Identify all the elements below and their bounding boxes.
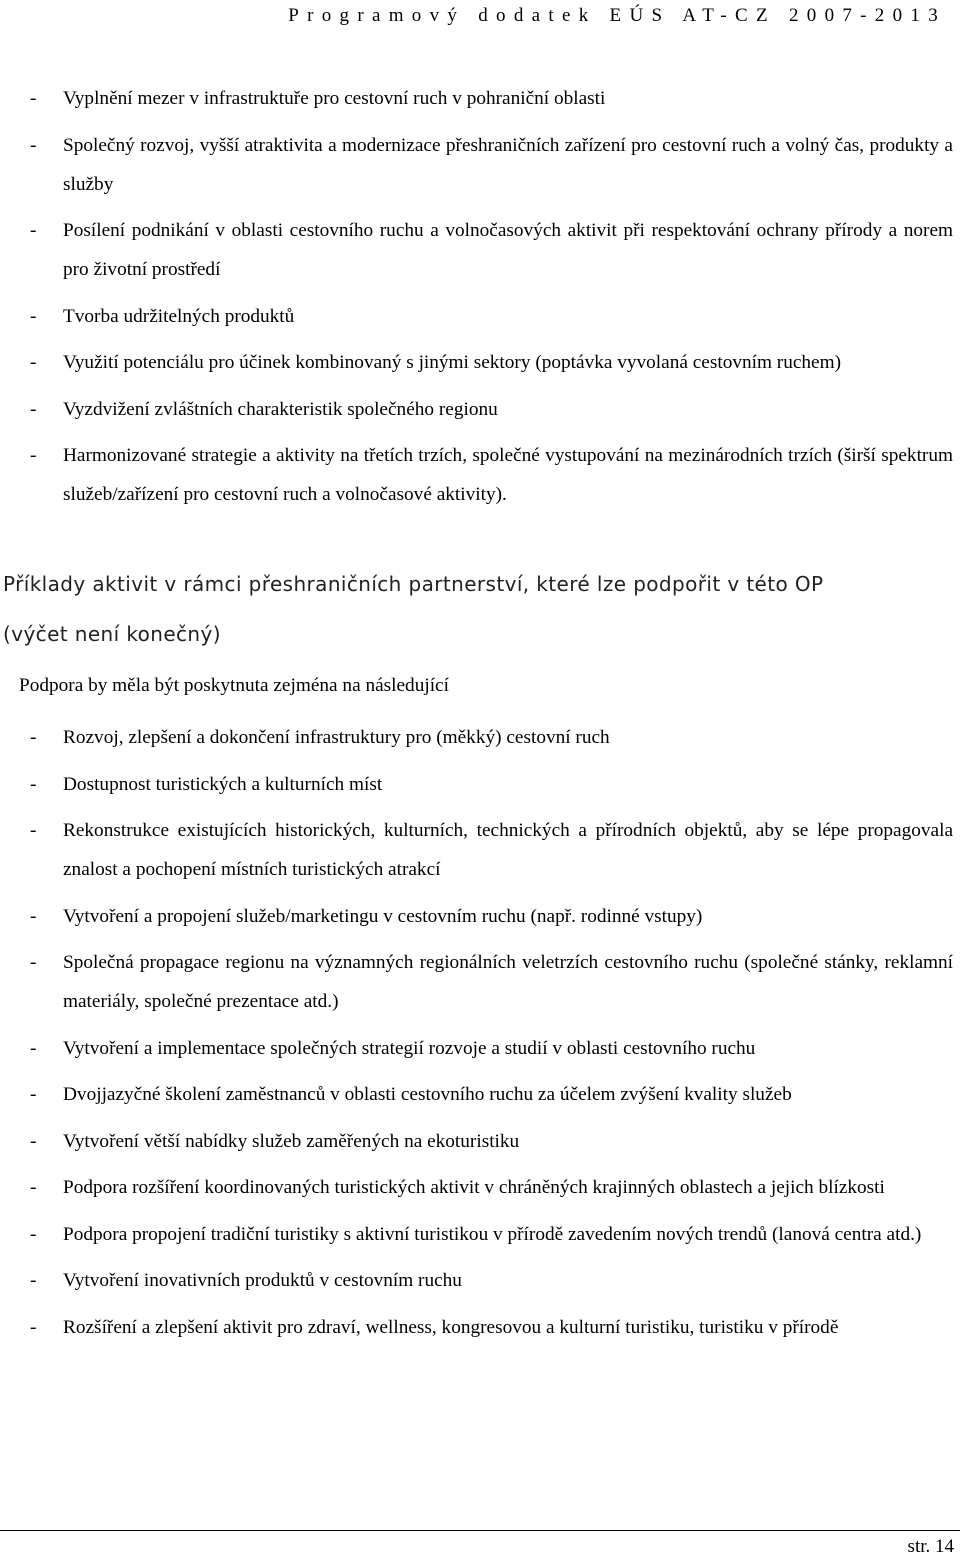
list-dash: - bbox=[30, 773, 37, 795]
activities-list bbox=[30, 718, 953, 1354]
list-item-text: Vytvoření inovativních produktů v cestovním ruchu bbox=[63, 1270, 462, 1291]
list-item bbox=[30, 1261, 953, 1300]
list-item bbox=[30, 897, 953, 936]
list-item-text: Harmonizované strategie a aktivity na třetích trzích, společné vystupování na mezinárodních trzích (širší spektrum služeb/zařízení pro cestovní ruch a volnočasové aktivity). bbox=[63, 445, 953, 505]
list-item-text: Posílení podnikání v oblasti cestovního ruchu a volnočasových aktivit při respektování ochrany přírody a norem pro životní prostředí bbox=[63, 220, 953, 280]
list-item-text: Vyzdvižení zvláštních charakteristik společného regionu bbox=[63, 398, 498, 420]
list-item bbox=[30, 943, 953, 1021]
list-item bbox=[30, 765, 953, 804]
list-item bbox=[30, 436, 953, 514]
list-dash: - bbox=[30, 134, 37, 156]
list-item-text: Společný rozvoj, vyšší atraktivita a modernizace přeshraničních zařízení pro cestovní ruch a volný čas, produkty a služby bbox=[63, 134, 953, 195]
list-dash: - bbox=[30, 1037, 37, 1059]
list-item bbox=[30, 1308, 953, 1347]
list-item bbox=[30, 126, 953, 204]
list-dash: - bbox=[30, 445, 37, 466]
list-item-text: Využití potenciálu pro účinek kombinovaný s jinými sektory (poptávka vyvolaná cestovním ruchem) bbox=[63, 352, 842, 373]
page-number: str. 14 bbox=[907, 1536, 954, 1557]
list-item bbox=[30, 718, 953, 757]
list-dash: - bbox=[30, 398, 37, 420]
list-item-text: Vytvoření a propojení služeb/marketingu v cestovním ruchu (např. rodinné vstupy) bbox=[63, 905, 703, 927]
intro-paragraph: Podpora by měla být poskytnuta zejména na následující bbox=[19, 675, 449, 696]
list-item bbox=[30, 211, 953, 289]
list-item-text: Vyplnění mezer v infrastruktuře pro cestovní ruch v pohraniční oblasti bbox=[63, 88, 606, 109]
list-item-text: Podpora propojení tradiční turistiky s aktivní turistikou v přírodě zavedením nových trendů (lanová centra atd.) bbox=[63, 1223, 922, 1245]
list-item-text: Podpora rozšíření koordinovaných turistických aktivit v chráněných krajinných oblastech a jejich blízkosti bbox=[63, 1177, 885, 1198]
list-dash: - bbox=[30, 905, 37, 927]
list-dash: - bbox=[30, 1223, 37, 1245]
list-item bbox=[30, 1029, 953, 1068]
document-header: Programový dodatek EÚS AT-CZ 2007-2013 bbox=[288, 5, 946, 26]
list-dash: - bbox=[30, 727, 37, 748]
list-dash: - bbox=[30, 88, 37, 109]
list-item bbox=[30, 297, 953, 336]
list-dash: - bbox=[30, 305, 37, 327]
list-item bbox=[30, 390, 953, 429]
list-dash: - bbox=[30, 1270, 37, 1291]
list-dash: - bbox=[30, 952, 37, 973]
list-item bbox=[30, 811, 953, 889]
list-dash: - bbox=[30, 352, 37, 373]
list-item-text: Společná propagace regionu na významných regionálních veletrzích cestovního ruchu (společné stánky, reklamní materiály, společné prezentace atd.) bbox=[63, 952, 953, 1012]
list-item-text: Vytvoření větší nabídky služeb zaměřených na ekoturistiku bbox=[63, 1130, 520, 1152]
list-item bbox=[30, 343, 953, 382]
list-item bbox=[30, 1168, 953, 1207]
footer-divider bbox=[0, 1530, 960, 1531]
list-item-text: Rozšíření a zlepšení aktivit pro zdraví, wellness, kongresovou a kulturní turistiku, turistiku v přírodě bbox=[63, 1316, 839, 1338]
list-dash: - bbox=[30, 1130, 37, 1152]
list-dash: - bbox=[30, 1316, 37, 1338]
list-item bbox=[30, 1215, 953, 1254]
list-item-text: Vytvoření a implementace společných strategií rozvoje a studií v oblasti cestovního ruchu bbox=[63, 1037, 756, 1059]
list-item-text: Dvojjazyčné školení zaměstnanců v oblasti cestovního ruchu za účelem zvýšení kvality služeb bbox=[63, 1084, 792, 1105]
list-dash: - bbox=[30, 1084, 37, 1105]
section-heading: Příklady aktivit v rámci přeshraničních partnerství, které lze podpořit v této OP bbox=[3, 572, 824, 596]
list-item-text: Rekonstrukce existujících historických, kulturních, technických a přírodních objektů, aby se lépe propagovala znalost a pochopení místních turistických atrakcí bbox=[63, 820, 953, 880]
list-item-text: Tvorba udržitelných produktů bbox=[63, 305, 295, 327]
list-item bbox=[30, 1122, 953, 1161]
list-item-text: Rozvoj, zlepšení a dokončení infrastruktury pro (měkký) cestovní ruch bbox=[63, 727, 610, 748]
list-item-text: Dostupnost turistických a kulturních míst bbox=[63, 773, 383, 795]
list-dash: - bbox=[30, 820, 37, 841]
list-item bbox=[30, 1075, 953, 1114]
list-dash: - bbox=[30, 1177, 37, 1198]
list-item bbox=[30, 79, 953, 118]
list-dash: - bbox=[30, 220, 37, 241]
objectives-list bbox=[30, 79, 953, 522]
section-heading-note: (výčet není konečný) bbox=[3, 622, 221, 646]
